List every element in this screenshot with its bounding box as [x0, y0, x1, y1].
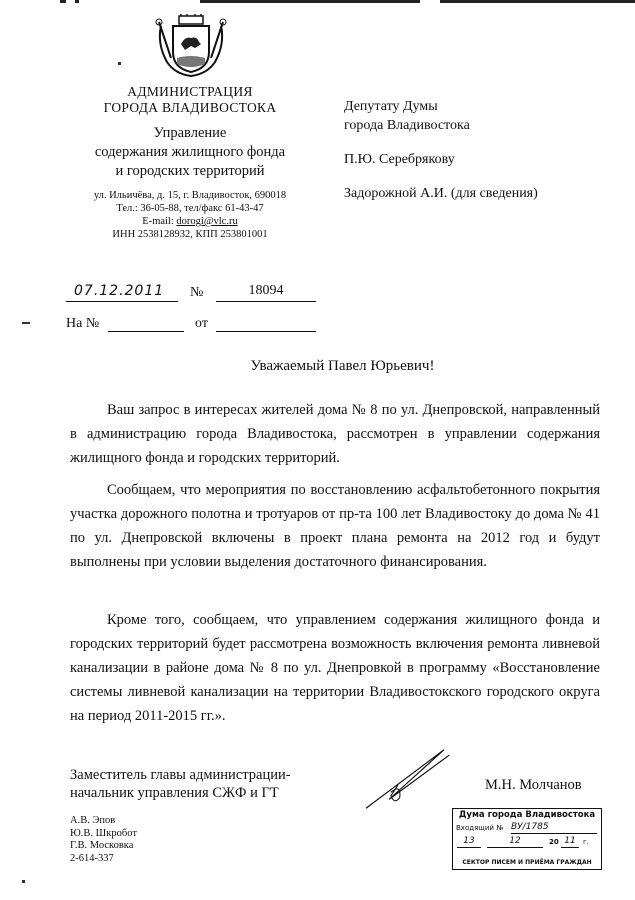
scan-artifact [22, 322, 30, 324]
recipient-name: П.Ю. Серебрякову [344, 152, 455, 167]
signature-icon [358, 748, 468, 810]
paragraph-2-text: Сообщаем, что мероприятия по восстановлению асфальтобетонного покрытия участка дорожного полотна и тротуаров от пр-та 100 лет Владивостоку до дома № 41 по ул. Днепровской включены в проект плана ремонта на 2012 год и будут выполнены при условии выделения достаточного финансирования. [70, 482, 600, 570]
outgoing-number: 18094 [248, 283, 284, 298]
department-line3: и городских территорий [115, 163, 265, 179]
stamp-incoming-number: ВУ/1785 [511, 822, 597, 834]
letterhead [70, 84, 310, 241]
stamp-day: 13 [457, 836, 481, 848]
paragraph-3-text: Кроме того, сообщаем, что управлением содержания жилищного фонда и городских территорий будет рассмотрена возможность включения ремонта ливневой канализации в районе дома № 8 по ул. Днепровкой в программу «Восстановление системы ливневой канализации на территории Владивостокского городского округа на период 2011-2015 гг.». [70, 612, 600, 724]
executors-list [70, 815, 137, 865]
number-field [216, 283, 316, 302]
department-line2: содержания жилищного фонда [94, 144, 286, 160]
stamp-year-prefix: 20 [549, 838, 559, 846]
reply-date-label: от [195, 316, 208, 331]
scan-artifact [60, 0, 635, 4]
tax-ids: ИНН 2538128932, КПП 253801001 [112, 229, 268, 240]
email-line [70, 215, 310, 228]
email-label: E-mail: [142, 216, 177, 227]
stamp-date-row [453, 835, 601, 849]
executor-phone: 2-614-337 [70, 852, 114, 864]
reply-date-field [216, 313, 316, 332]
coat-of-arms-icon [155, 14, 227, 80]
registration-block [66, 283, 326, 343]
paragraph-2 [70, 478, 600, 574]
recipient-cc: Задорожной А.И. (для сведения) [344, 186, 538, 201]
phones: Тел.: 36-05-88, тел/факс 61-43-47 [116, 203, 264, 214]
stamp-year-unit: г. [583, 838, 589, 846]
signer-name: М.Н. Молчанов [485, 777, 582, 793]
paragraph-3 [70, 608, 600, 728]
paragraph-1 [70, 398, 600, 470]
signer-title-line1: Заместитель главы администрации- [70, 767, 291, 783]
stamp-incoming-label: Входящий № [456, 824, 504, 832]
recipient-line1: Депутату Думы [344, 99, 438, 114]
greeting: Уважаемый Павел Юрьевич! [250, 358, 435, 374]
signer-title-line2: начальник управления СЖФ и ГТ [70, 785, 279, 801]
executor: Г.В. Московка [70, 840, 134, 851]
stamp-footer: СЕКТОР ПИСЕМ И ПРИЁМА ГРАЖДАН [462, 859, 592, 866]
date-field [66, 283, 178, 302]
stamp-year-suffix: 11 [561, 836, 579, 848]
org-name-line1: АДМИНИСТРАЦИЯ [127, 84, 253, 99]
reply-to-label: На № [66, 316, 100, 331]
stamp-title: Дума города Владивостока [458, 810, 596, 820]
org-name-line2: ГОРОДА ВЛАДИВОСТОКА [103, 100, 277, 115]
department-name [70, 124, 310, 181]
scan-artifact [22, 880, 25, 883]
reply-number-field [108, 313, 184, 332]
number-label: № [190, 285, 204, 300]
recipient-line2: города Владивостока [344, 118, 470, 133]
recipient-block [344, 97, 538, 203]
department-line1: Управление [153, 125, 227, 141]
paragraph-1-text: Ваш запрос в интересах жителей дома № 8 по ул. Днепровской, направленный в администрацию города Владивостока, рассмотрен в управлении содержания жилищного фонда и городских территорий. [70, 402, 600, 466]
signer-title [70, 766, 291, 802]
stamp-month: 12 [487, 836, 543, 848]
email-link[interactable]: dorogi@vlc.ru [176, 216, 238, 227]
incoming-stamp [452, 808, 602, 870]
executor: А.В. Эпов [70, 815, 116, 826]
outgoing-date: 07.12.2011 [74, 283, 165, 299]
stamp-incoming-row [453, 821, 601, 835]
executor: Ю.В. Шкробот [70, 827, 137, 839]
address: ул. Ильичёва, д. 15, г. Владивосток, 690018 [93, 190, 287, 201]
scan-artifact [118, 62, 121, 65]
contact-block [70, 189, 310, 241]
